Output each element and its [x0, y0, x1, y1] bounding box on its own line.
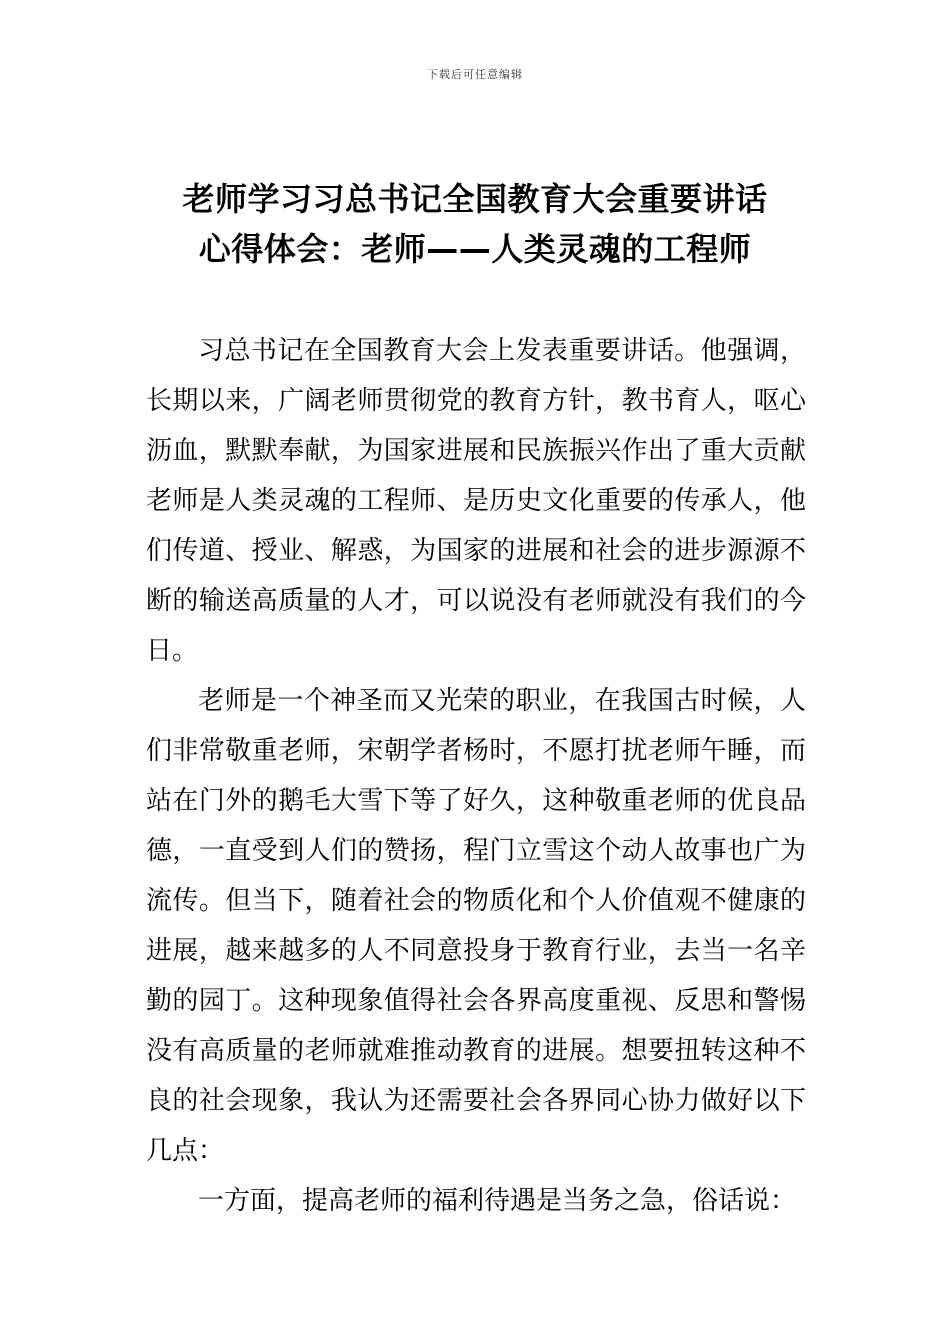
paragraph-1: 习总书记在全国教育大会上发表重要讲话。他强调，长期以来，广阔老师贯彻党的教育方针，教书育人，呕心沥血，默默奉献，为国家进展和民族振兴作出了重大贡献老师是人类灵魂的工程师、是历史文化重要的传承人，他们传道、授业、解惑，为国家的进展和社会的进步源源不断的输送高质量的人才，可以说没有老师就没有我们的今日。: [146, 336, 806, 666]
header-note: 下载后可任意编辑: [427, 68, 523, 81]
paragraph-3: 一方面，提高老师的福利待遇是当务之急，俗话说：: [198, 1186, 797, 1216]
title-line-1: 老师学习习总书记全国教育大会重要讲话: [182, 180, 768, 218]
document-body: [146, 326, 806, 1226]
paragraph-2: 老师是一个神圣而又光荣的职业，在我国古时候，人们非常敬重老师，宋朝学者杨时，不愿打扰老师午睡，而站在门外的鹅毛大雪下等了好久，这种敬重老师的优良品德，一直受到人们的赞扬，程门立雪这个动人故事也广为流传。但当下，随着社会的物质化和个人价值观不健康的进展，越来越多的人不同意投身于教育行业，去当一名辛勤的园丁。这种现象值得社会各界高度重视、反思和警惕没有高质量的老师就难推动教育的进展。想要扭转这种不良的社会现象，我认为还需要社会各界同心协力做好以下几点：: [146, 686, 806, 1166]
document-title: [100, 174, 850, 274]
title-line-2: 心得体会：老师——人类灵魂的工程师: [198, 230, 752, 268]
